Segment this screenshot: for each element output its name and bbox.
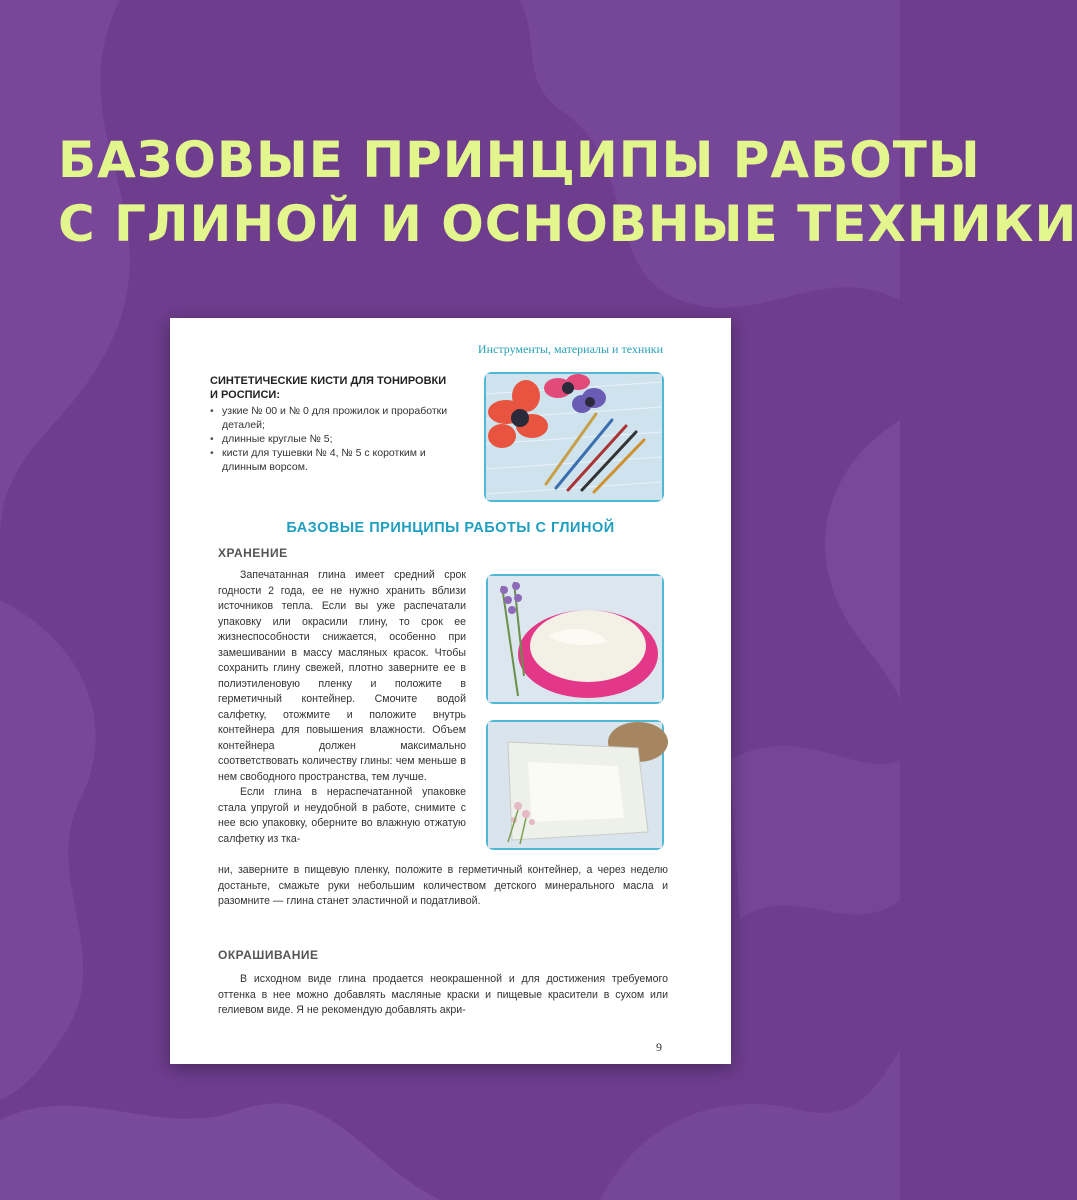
brushes-title: СИНТЕТИЧЕСКИЕ КИСТИ ДЛЯ ТОНИРОВКИ И РОСПИСИ: bbox=[210, 375, 447, 401]
headline-line-1: БАЗОВЫЕ ПРИНЦИПЫ РАБОТЫ bbox=[58, 131, 981, 189]
storage-paragraph-block bbox=[218, 568, 466, 847]
headline-line-2: С ГЛИНОЙ И ОСНОВНЫЕ ТЕХНИКИ bbox=[58, 195, 1077, 253]
book-page bbox=[170, 318, 731, 1064]
storage-heading: ХРАНЕНИЕ bbox=[218, 546, 288, 560]
promo-headline bbox=[58, 128, 1077, 256]
coloring-paragraph-block bbox=[218, 972, 668, 1019]
coloring-paragraph: В исходном виде глина продается неокрашенной и для достижения требуемого оттенка в нее можно добавлять масляные краски и пищевые красители в сухом или гелиевом виде. Я не рекомендую добавлять акри- bbox=[218, 973, 668, 1016]
brushes-list bbox=[210, 404, 466, 474]
storage-paragraph-2-end: ни, заверните в пищевую пленку, положите в герметичный контейнер, а через неделю достаньте, смажьте руки небольшим количеством детского минерального масла и разомните — глина станет эластичной и податливой. bbox=[218, 864, 668, 907]
storage-paragraph-2-start: Если глина в нераспечатанной упаковке стала упругой и неудобной в работе, снимите с нее всю упаковку, оберните во влажную отжатую салфетку из тка- bbox=[218, 786, 466, 845]
running-head: Инструменты, материалы и техники bbox=[477, 342, 663, 356]
list-item: • кисти для тушевки № 4, № 5 с коротким и длинным ворсом. bbox=[210, 446, 466, 474]
storage-paragraph-1: Запечатанная глина имеет средний срок годности 2 года, ее не нужно хранить вблизи источников тепла. Если вы уже распечатали упаковку или окрасили глину, то срок ее жизнеспособности снижается, особенно при замешивании в массу масляных красок. Чтобы сохранить глину свежей, плотно заверните ее в полиэтиленовую пленку и положите в герметичный контейнер. Смочите водой салфетку, отожмите и положите внутрь контейнера для повышения влажности. Объем контейнера должен максимально соответствовать количеству глины: чем меньше в нем свободного пространства, тем лучше. bbox=[218, 569, 466, 783]
coloring-heading: ОКРАШИВАНИЕ bbox=[218, 948, 319, 962]
page-number: 9 bbox=[656, 1040, 662, 1054]
brushes-flowers-photo bbox=[484, 372, 664, 502]
section-title: БАЗОВЫЕ ПРИНЦИПЫ РАБОТЫ С ГЛИНОЙ bbox=[286, 520, 615, 536]
list-item: • длинные круглые № 5; bbox=[210, 432, 466, 446]
list-item: • узкие № 00 и № 0 для прожилок и проработки деталей; bbox=[210, 404, 466, 432]
clay-jar-photo bbox=[486, 574, 664, 704]
clay-wrapped-photo bbox=[486, 720, 664, 850]
